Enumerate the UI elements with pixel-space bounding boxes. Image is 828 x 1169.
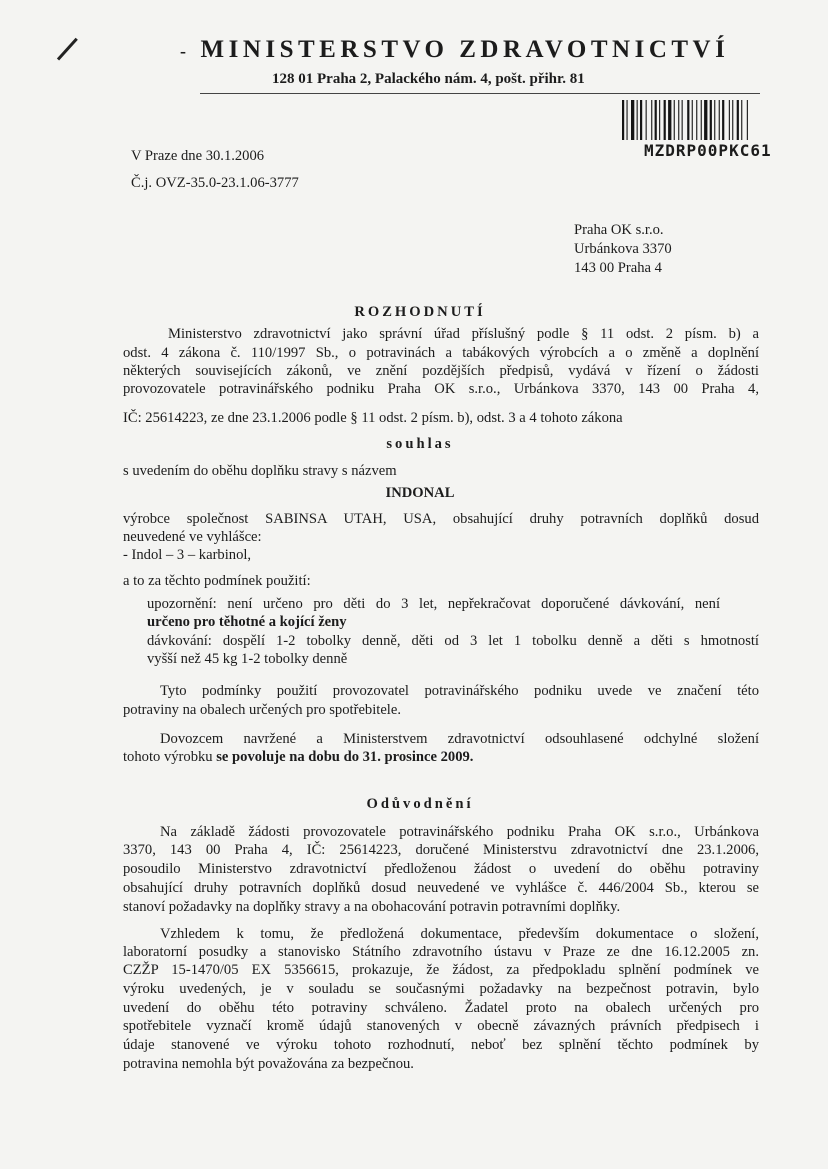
barcode-graphic [622, 100, 810, 140]
barcode-code: MZDRP00PKC61 [644, 141, 772, 160]
warning-line: upozornění: není určeno pro děti do 3 let, nepřekračovat doporučené dávkování, není [147, 596, 720, 612]
handwritten-slash-mark [57, 38, 78, 61]
dosage-line: dávkování: dospělí 1-2 tobolky denně, děti od 3 let 1 tobolku denně a děti s hmotností [147, 633, 759, 649]
intro-line: IČ: 25614223, ze dne 23.1.2006 podle § 11 odst. 2 písm. b), odst. 3 a 4 tohoto zákona [123, 410, 623, 426]
conditions-intro: a to za těchto podmínek použití: [123, 573, 311, 589]
reference-number: Č.j. OVZ-35.0-23.1.06-3777 [131, 175, 299, 191]
import-line: Dovozcem navržené a Ministerstvem zdravotnictví odsouhlasené odchylné složení [160, 731, 759, 747]
ministry-title: - MINISTERSTVO ZDRAVOTNICTVÍ [180, 36, 730, 63]
consent-heading: souhlas [386, 436, 454, 452]
import-line-text: tohoto výrobku [123, 749, 217, 765]
reasoning-line: CZŽP 15-1470/05 EX 5356615, prokazuje, že žádost, za předpokladu splnění podmínek ve [123, 962, 759, 978]
reasoning-line: výroku uvedených, je v souladu se současnými požadavky na bezpečnost potravin, bylo [123, 981, 759, 997]
addressee-street: Urbánkova 3370 [574, 241, 672, 257]
reasoning-line: uvedení do oběhu této potraviny schváleno. Žadatel proto na obalech určených pro [123, 1000, 759, 1016]
reasoning-line: Na základě žádosti provozovatele potravinářského podniku Praha OK s.r.o., Urbánkova [160, 824, 759, 840]
ministry-title-text: MINISTERSTVO ZDRAVOTNICTVÍ [200, 36, 730, 63]
reasoning-line: spotřebitele vyznačí kromě údajů stanovených v obecně závazných právních předpisech i [123, 1018, 759, 1034]
labeling-line: potraviny na obalech určených pro spotřebitele. [123, 702, 401, 718]
addressee-city: 143 00 Praha 4 [574, 260, 662, 276]
reasoning-line: posoudilo Ministerstvo zdravotnictví předloženou žádost o uvedení do oběhu potraviny [123, 861, 759, 877]
reasoning-line: 3370, 143 00 Praha 4, IČ: 25614223, doručené Ministerstvu zdravotnictví dne 23.1.2006, [123, 842, 759, 858]
intro-line: odst. 4 zákona č. 110/1997 Sb., o potravinách a tabákových výrobcích a o změně a doplnění [123, 345, 759, 361]
reasoning-line: obsahující druhy potravních doplňků dosud neuvedené ve vyhlášce č. 446/2004 Sb., kterou se [123, 880, 759, 896]
decision-heading: ROZHODNUTÍ [354, 304, 486, 320]
intro-line: provozovatele potravinářského podniku Praha OK s.r.o., Urbánkova 3370, 143 00 Praha 4, [123, 381, 759, 397]
warning-line: určeno pro těhotné a kojící ženy [147, 614, 347, 630]
ingredient-item: - Indol – 3 – karbinol, [123, 547, 252, 563]
date-line: V Praze dne 30.1.2006 [131, 148, 265, 164]
dosage-line: vyšší než 45 kg 1-2 tobolky denně [147, 651, 348, 667]
addressee-name: Praha OK s.r.o. [574, 222, 664, 238]
intro-line: některých souvisejících zákonů, ve znění pozdějších předpisů, vydává v řízení o žádosti [123, 363, 759, 379]
reasoning-line: údaje stanovené ve výroku tohoto rozhodnutí, neboť bez splnění těchto podmínek by [123, 1037, 759, 1053]
import-line [123, 749, 473, 766]
reasoning-heading: Odůvodnění [366, 796, 474, 812]
ministry-address: 128 01 Praha 2, Palackého nám. 4, pošt. přihr. 81 [272, 71, 585, 87]
reasoning-line: Vzhledem k tomu, že předložená dokumentace, především dokumentace o složení, [160, 926, 759, 942]
producer-line: neuvedené ve vyhlášce: [123, 529, 262, 545]
reasoning-line: laboratorní posudky a stanovisko Státního zdravotního ústavu v Praze ze dne 16.12.2005 zn. [123, 944, 759, 960]
validity-period: se povoluje na dobu do 31. prosince 2009. [216, 749, 474, 765]
consent-line: s uvedením do oběhu doplňku stravy s názvem [123, 463, 397, 479]
reasoning-line: potravina nemohla být považována za bezpečnou. [123, 1056, 414, 1072]
intro-line: Ministerstvo zdravotnictví jako správní úřad příslušný podle § 11 odst. 2 písm. b) a [168, 326, 759, 342]
reasoning-line: stanoví požadavky na doplňky stravy a na obohacování potravin potravními doplňky. [123, 899, 621, 915]
labeling-line: Tyto podmínky použití provozovatel potravinářského podniku uvede ve značení této [160, 683, 759, 699]
product-name: INDONAL [385, 485, 455, 501]
producer-line: výrobce společnost SABINSA UTAH, USA, obsahující druhy potravních doplňků dosud [123, 511, 759, 527]
header-divider [200, 93, 760, 94]
